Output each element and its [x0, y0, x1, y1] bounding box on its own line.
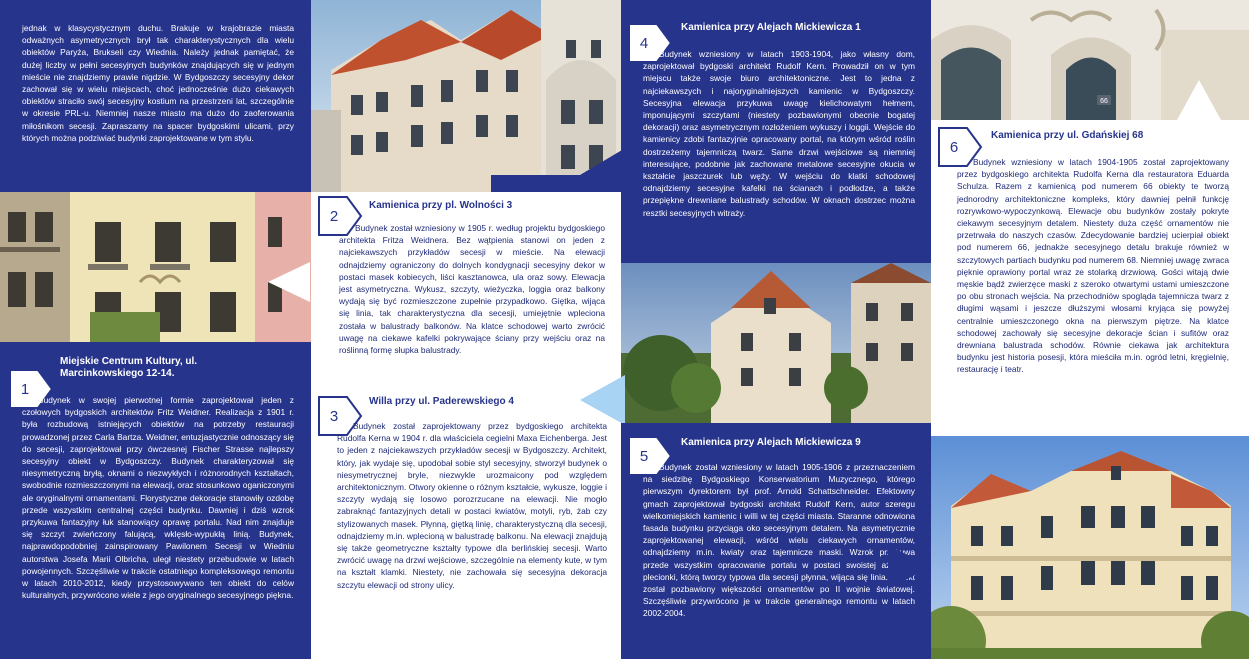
- badge-1-number: 1: [20, 380, 30, 398]
- pointer-photo-conservatory: [888, 545, 931, 589]
- section-4-title: Kamienica przy Alejach Mickiewicza 1: [681, 22, 861, 33]
- photo-mickiewicza-9: [931, 436, 1249, 659]
- section-5: [621, 423, 931, 659]
- section-5-text: Budynek został wzniesiony w latach 1905-1906 z przeznaczeniem na siedzibę Bydgoskiego Konserwatorium Muzycznego, którego pierwszym dyrektorem był prof. Arnold Schattschneider. Efektowny gmach zaprojektował bydgoski architekt Rudolf Kern, autor szeregu wielkomiejskich kamienic i willi w tej części miasta. Staranne odnowiona fasada budynku przyciąga oko secesyjnym detalem. Na asymetrycznie zaprojektowanej elewacji, wśród wielu ciekawych ornamentów, odnajdziemy m.in. kwiaty oraz tajemnicze maski. Wzrok przykuwa przede wszystkim opracowanie portalu w postaci swoistej ażurowej plecionki, którą tworzy typowa dla secesji płynna, wijąca się linia. Obiekt został pozbawiony większości ornamentów po II wojnie światowej. Szczęśliwie przywrócono je w trakcie generalnego remontu w latach 2002-2004.: [643, 462, 915, 619]
- section-1-text: Budynek w swojej pierwotnej formie zaprojektował jeden z czołowych bydgoskich architektów Fritz Weidner. Realizacja z 1901 r. była rozbudową istniejących obiektów na potrzeby restauracji prowadzonej przez Carla Bartza. Weidner, entuzjastycznie odnoszący się do secesji, zaprojektował przy ówczesnej Fischer Strasse najlepszy secesyjny obiekt w Bydgoszczy. Budynek charakteryzował się niesymetryczną bryłą, oknami o niezwykłych i różnorodnych kształtach, swobodnie rozmieszczonymi na elewacji, oraz stosunkowo oganiczonymi ale oryginalnymi ornamentami. Florystyczne dekoracje stanowiły ozdobę przede wszystkim centralnej części budynku. Dawniej i dziś wzrok przykuwa fantazyjny łuk stanowiący oprawę portalu. Nad nim znajduje się szczyt zwieńczony falującą, wklęsło-wypukłą linią. Budynek, najprawdopodobniej zainspirowany Pawilonem Secesji w Wiedniu autorstwa Josefa Marii Olbricha, uległ niestety przebudowie w latach powojennych. Szczęśliwie w trakcie ostatniego kompleksowego remontu w latach 2010-2012, kiedy przystosowywano ten obiekt do celów kulturalnych, przywrócono wiele z jego oryginalnego secesyjnego piękna.: [22, 395, 294, 601]
- photo-paderewskiego: [621, 263, 931, 423]
- badge-3-number: 3: [329, 407, 339, 425]
- badge-2-number: 2: [329, 207, 339, 225]
- house-number-plate: 66: [1100, 98, 1108, 105]
- pointer-photo-villa: [580, 375, 625, 425]
- photo-mck: [0, 192, 311, 342]
- badge-5-number: 5: [639, 447, 649, 465]
- section-4-text: Budynek wzniesiony w latach 1903-1904, jako własny dom, zaprojektował bydgoski architekt Rudolf Kern. Prowadził on w tym miejscu także swoje biuro architektoniczne. Jest to jedna z najciekawszych i najoryginalniejszych kamienic w Bydgoszczy. Secesyjna elewacja przykuwa uwagę kielichowatym hełmem, imponującymi szczytami (niestety pozbawionymi obecnie bogatej dekoracji) oraz asymetrycznym rozłożeniem wykuszy i loggii. Wejście do kamienicy zdobi fantazyjnie opracowany portal, na którym wśród roślin dostrzeżemy tajemniczą twarz. Same drzwi wejściowe są niemniej interesujące, podobnie jak zachowane metalowe secesyjne okucia w kształcie jaszczurek lub węży. W wejściu do klatki schodowej odnajdziemy secesyjne kafelki na ścianach i podłodze, a także przepiękne drewniane balustrady schodów. W oknach dostrzec można resztki secesyjnych witraży.: [643, 49, 915, 218]
- section-2: [311, 192, 621, 392]
- intro-panel: [0, 0, 311, 192]
- section-2-title: Kamienica przy pl. Wolności 3: [369, 200, 513, 211]
- section-3-title: Willa przy ul. Paderewskiego 4: [369, 396, 514, 407]
- section-6: [931, 120, 1249, 436]
- section-5-title: Kamienica przy Alejach Mickiewicza 9: [681, 437, 861, 448]
- section-3: [311, 392, 621, 659]
- intro-text: jednak w klasycystycznym duchu. Brakuje w krajobrazie miasta odważnych asymetrycznych brył tak charakterystycznych dla wielu obiektów Paryża, Brukseli czy Wiednia. Należy jednak pamiętać, że dużej liczby w pełni secesyjnych budynków znajdujących się w jednym mieście nie znajdziemy prawie nigdzie. W Bydgoszczy secesyjny dekor zachował się w wielu miejscach, choć jednocześnie dużo ciekawych obiektów straciło swój secesyjny kostium na przestrzeni lat, szczególnie w okresie PRL-u. Niemniej nasze miasto ma dużo do zaoferowania miłośnikom secesji. Zapraszamy na spacer bydgoskimi ulicami, przy których można podziwiać budynki zaprojektowane w tym stylu.: [22, 23, 294, 143]
- pointer-photo-gdanska: [1177, 80, 1221, 120]
- section-4: [621, 0, 931, 263]
- photo-wolnosci-3: [311, 0, 621, 192]
- section-3-text: Budynek został zaprojektowany przez bydgoskiego architekta Rudolfa Kerna w 1904 r. dla właściciela cegielni Maxa Eichenberga. Jest to jeden z najciekawszych przykładów secesji w Bydgoszczy. Architekt, który, jak wydaje się, upodobał sobie styl secesyjny, stworzył budynek o niesymetrycznej bryle, niezwykle urozmaicony pod względem architektonicznym. Otwory okienne o różnym kształcie, wykusze, loggie i szczyty wydają się losowo porozrzucane na elewacji. Nie mogło zabraknąć fantazyjnych detali w postaci kwiatów, motyli, ryb, żab czy stylizowanych masek. Płynną, giętką linię, charakterystyczną dla secesji, odnajdziemy m.in. wplecioną w balustradę balkonu. Na elewacji znajdują się także geometryczne kształty typowe dla berlińskiej secesji. Warto zwrócić uwagę na drzwi wejściowe, szczególnie na elementy kute, w tym na kształt klamki. Niestety, nie zachowała się secesyjna dekoracja szczytu elewacji od strony ulicy.: [337, 421, 607, 590]
- section-6-text: Budynek wzniesiony w latach 1904-1905 został zaprojektowany przez bydgoskiego architekta Rudolfa Kerna dla restauratora Eduarda Schulza. Razem z kamienicą pod numerem 66 obiekty te tworzą jednorodny architektoniczne kompleks, który dawniej pełnił funkcję rozrywkowo-wypoczynkową. Elewacje obu budynków zostały pokryte ciekawym secesyjnym detalem. Niestety duża część ornamentów nie przetrwała do naszych czasów. Zdecydowanie bardziej ucierpiał obiekt pod numerem 66, jednakże secesyjnego detalu brakuje również w szczytowych partiach budynku pod numerem 68. Niemniej uwagę zwraca pięknie oprawiony portal wraz ze stolarką drzwiową. Gości witają dwie męskie bądź zwierzęce maski z szeroko otwartymi ustami umieszczone po obu stronach wejścia. Na przechodniów spogląda tajemnicza twarz z długimi wąsami i jeszcze dłuższymi włosami kryjąca się powyżej centralnie umieszczonego okna na pierwszym piętrze. Na klatce schodowej zachowały się secesyjne dekoracje ścian i sufitów oraz drewniana balustrada schodów. Równie ciekawa jak architektura budynku jest historia posesji, która mieściła m.in. ogród letni, kręgielnię, restaurację i teatr.: [957, 157, 1229, 375]
- badge-6-number: 6: [949, 138, 959, 156]
- section-1: [0, 342, 311, 659]
- section-2-text: Budynek został wzniesiony w 1905 r. według projektu bydgoskiego architekta Fritza Weidnera. Bez wątpienia stanowi on jeden z najciekawszych przykładów secesji w mieście. Na elewacji odnajdziemy ograniczony do dolnych kondygnacji secesyjny dekor w postaci masek kobiecych, liści kasztanowca, ula oraz sowy. Elewacja jest asymetryczna. Wykusz, szczyty, wieżyczka, loggia oraz balkony wydają się być rozmieszczone zupełnie przypadkowo. Giętka, wijąca się linia, tak charakterystyczna dla secesji, umiejętnie wpleciona została w balustrady balkonów. Na klatce schodowej warto zwrócić uwagę na ciekawe kafelki pokrywające ściany przy wejściu oraz na roślinną formę słupka balustrady.: [339, 223, 605, 356]
- pointer-photo-mck: [268, 262, 310, 302]
- section-1-title: Miejskie Centrum Kultury, ul. Marcinkowskiego 12-14.: [60, 356, 198, 379]
- badge-4-number: 4: [639, 34, 649, 52]
- section-6-title: Kamienica przy ul. Gdańskiej 68: [991, 130, 1144, 141]
